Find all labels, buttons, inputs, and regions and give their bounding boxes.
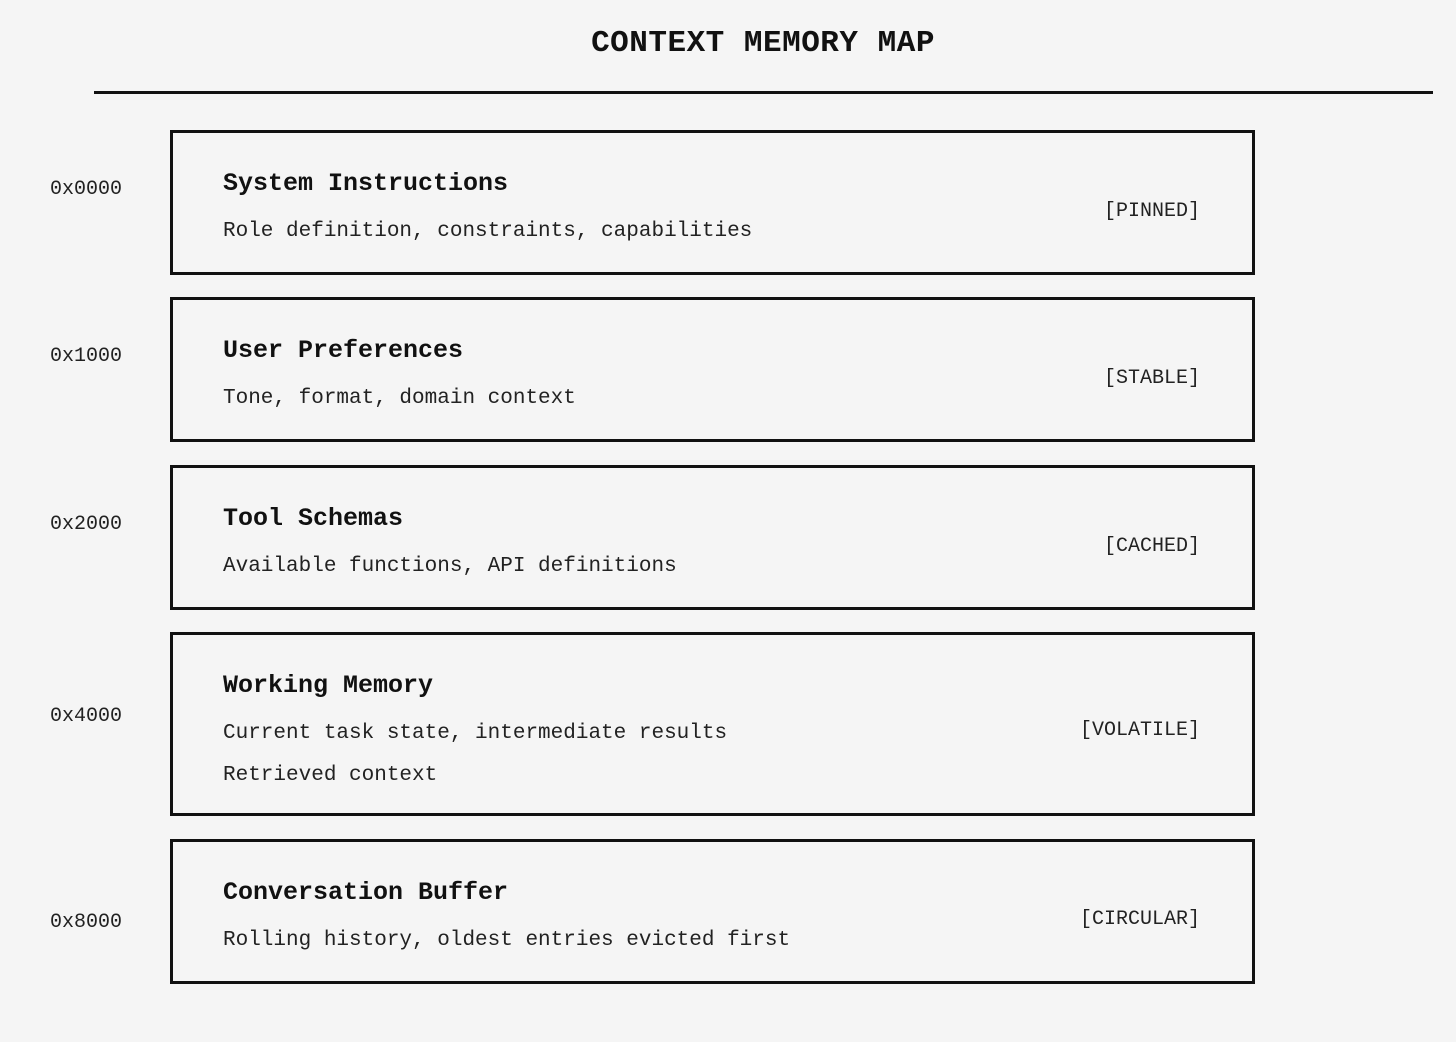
block-title: Working Memory [223, 671, 434, 700]
block-description: Available functions, API definitions [223, 555, 677, 578]
address-label: 0x8000 [50, 911, 123, 934]
page-title: CONTEXT MEMORY MAP [591, 26, 935, 61]
block-description: Current task state, intermediate results [223, 722, 728, 745]
memory-block-working-memory [170, 632, 1255, 816]
address-label: 0x4000 [50, 705, 123, 728]
status-tag: [CIRCULAR] [1079, 908, 1200, 931]
address-label: 0x0000 [50, 178, 123, 201]
block-description-secondary: Retrieved context [223, 764, 438, 787]
memory-block-user-preferences [170, 297, 1255, 442]
block-title: User Preferences [223, 336, 464, 365]
block-description: Role definition, constraints, capabilities [223, 220, 753, 243]
status-tag: [VOLATILE] [1079, 719, 1200, 742]
status-tag: [STABLE] [1103, 367, 1200, 390]
address-label: 0x2000 [50, 513, 123, 536]
block-title: System Instructions [223, 169, 509, 198]
block-description: Tone, format, domain context [223, 387, 576, 410]
memory-block-system-instructions [170, 130, 1255, 275]
block-description: Rolling history, oldest entries evicted first [223, 929, 791, 952]
status-tag: [CACHED] [1103, 535, 1200, 558]
title-divider [94, 91, 1433, 94]
block-title: Conversation Buffer [223, 878, 509, 907]
memory-block-tool-schemas [170, 465, 1255, 610]
memory-block-conversation-buffer [170, 839, 1255, 984]
block-title: Tool Schemas [223, 504, 404, 533]
status-tag: [PINNED] [1103, 200, 1200, 223]
address-label: 0x1000 [50, 345, 123, 368]
